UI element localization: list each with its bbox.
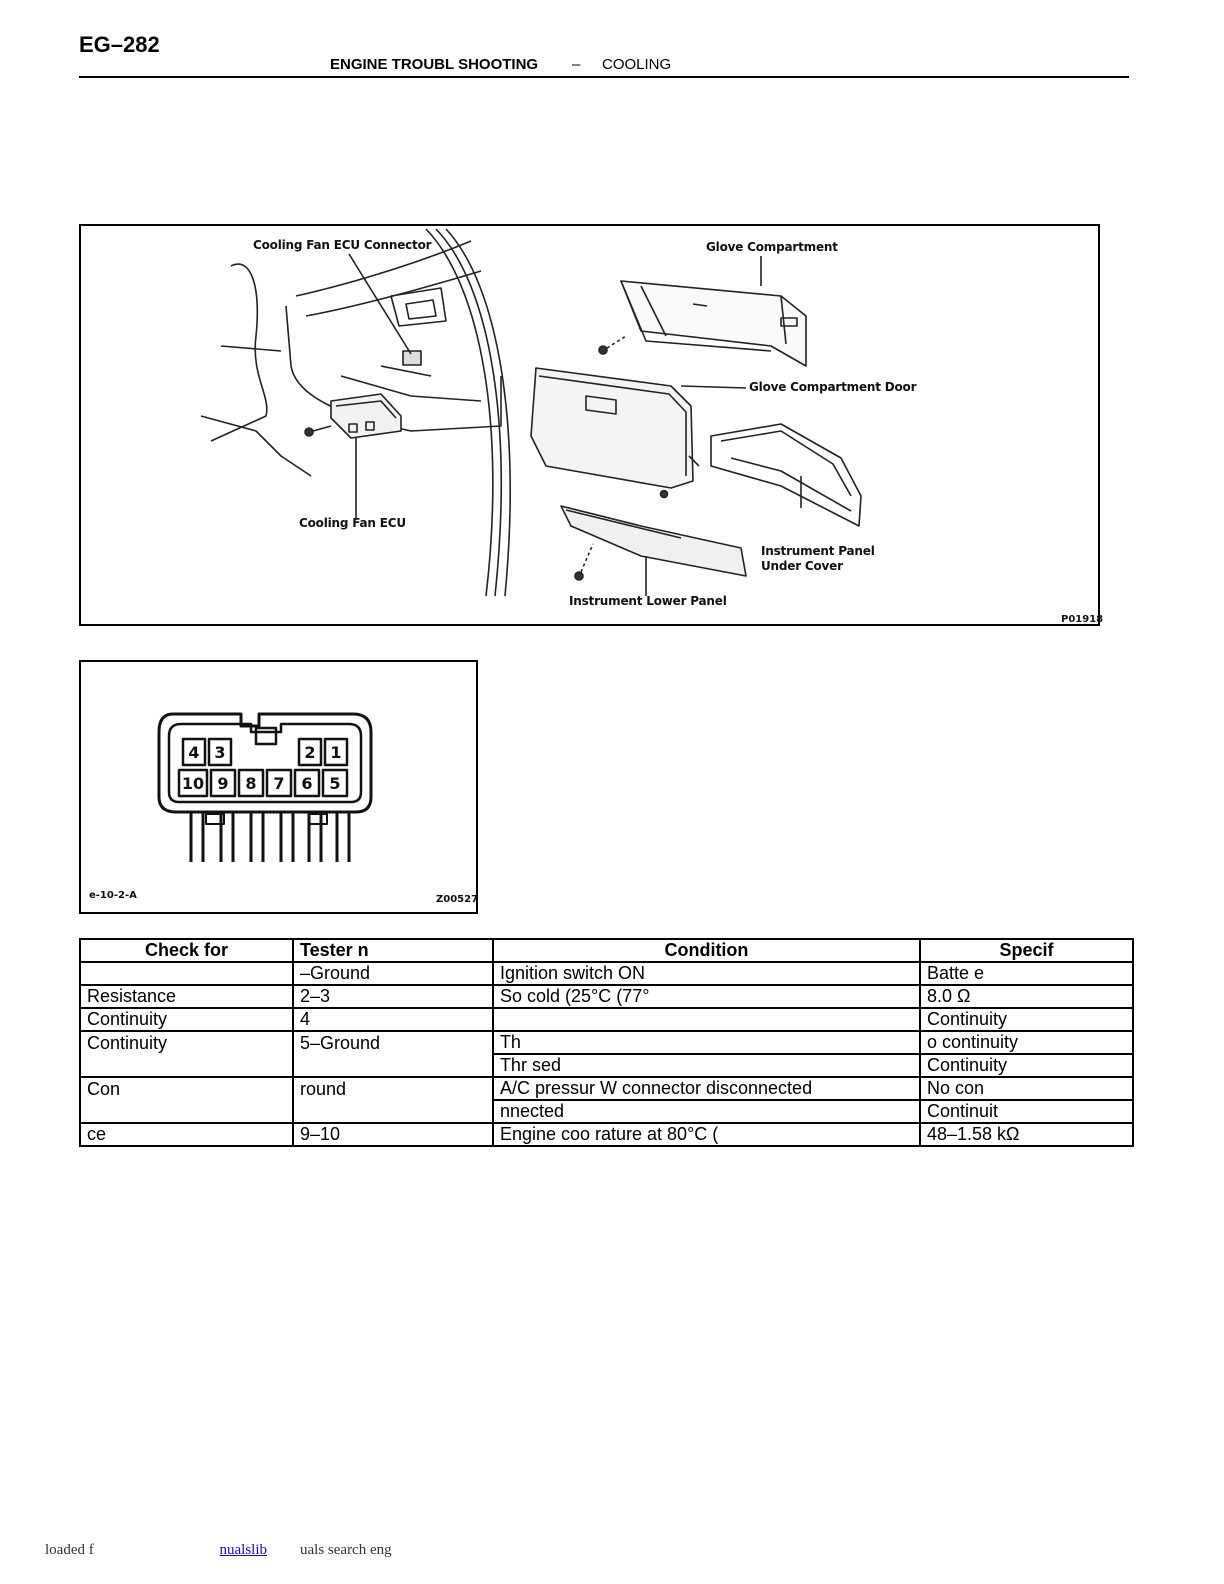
pin-label: 1 [330,743,342,762]
footer-right-text: uals search eng [300,1542,392,1558]
cell: Engine coo rature at 80°C ( [493,1123,920,1146]
cell: Continuity [920,1054,1133,1077]
cell: –Ground [293,962,493,985]
label-instrument-panel: Instrument Panel [761,544,875,558]
cell: round [293,1077,493,1100]
pin-label: 5 [329,774,341,793]
table-row [80,1100,1133,1123]
cell: Batte e [920,962,1133,985]
cell: Continuit [920,1100,1133,1123]
figure-code: P01918 [1061,614,1104,625]
cell: So cold (25°C (77° [493,985,920,1008]
footer-link[interactable]: nualslib [219,1542,267,1558]
figure-code: Z00527 [436,894,479,905]
footer-left-text: loaded f [45,1542,94,1558]
pin-label: 4 [188,743,200,762]
connector-pin-diagram [79,660,478,914]
header-tester-connection: Tester n [293,939,493,962]
cell: ce [80,1123,293,1146]
cell: Continuity [920,1008,1133,1031]
glove-compartment-illustration [79,224,1104,626]
table-row [80,1008,1133,1031]
label-under-cover: Under Cover [761,559,843,573]
table-row [80,1077,1133,1100]
cell: 48–1.58 kΩ [920,1123,1133,1146]
cell: Th [493,1031,920,1054]
cell: Thr sed [493,1054,920,1077]
cell [80,962,293,985]
pin-label: 3 [214,743,226,762]
header-check-for: Check for [80,939,293,962]
header-section: COOLING [602,56,672,73]
table-header-row [80,939,1133,962]
cell: 5–Ground [293,1031,493,1054]
cell: 9–10 [293,1123,493,1146]
table-row [80,1054,1133,1077]
cell: 8.0 Ω [920,985,1133,1008]
cell: Ignition switch ON [493,962,920,985]
label-cooling-fan-ecu: Cooling Fan ECU [299,516,406,530]
label-cooling-fan-ecu-connector: Cooling Fan ECU Connector [253,238,432,252]
header-dash: – [572,56,581,73]
header-title: ENGINE TROUBL SHOOTING [330,56,539,73]
cell [293,1100,493,1123]
pin-label: 8 [245,774,257,793]
inspection-spec-table [79,938,1134,1147]
cell [493,1008,920,1031]
cell: Resistance [80,985,293,1008]
cell: o continuity [920,1031,1133,1054]
header-specified: Specif [920,939,1133,962]
table-row [80,985,1133,1008]
pin-label: 7 [273,774,285,793]
pin-label: 2 [304,743,316,762]
label-glove-compartment: Glove Compartment [706,240,838,254]
cell: 2–3 [293,985,493,1008]
cell: Con [80,1077,293,1100]
pin-label: 10 [181,774,205,793]
cell: Continuity [80,1008,293,1031]
illustration-drawing [81,226,1098,624]
label-glove-compartment-door: Glove Compartment Door [749,380,917,394]
connector-drawing [81,662,479,912]
cell: A/C pressur W connector disconnected [493,1077,920,1100]
pin-label: 6 [301,774,313,793]
table-row [80,962,1133,985]
cell: Continuity [80,1031,293,1054]
cell [293,1054,493,1077]
cell: 4 [293,1008,493,1031]
table-row [80,1031,1133,1054]
pin-label: 9 [217,774,229,793]
cell [80,1100,293,1123]
label-instrument-lower-panel: Instrument Lower Panel [569,594,727,608]
page-number: EG–282 [79,32,160,57]
figure-reference: e-10-2-A [89,890,137,901]
cell: No con [920,1077,1133,1100]
header-condition: Condition [493,939,920,962]
table-row [80,1123,1133,1146]
cell [80,1054,293,1077]
cell: nnected [493,1100,920,1123]
